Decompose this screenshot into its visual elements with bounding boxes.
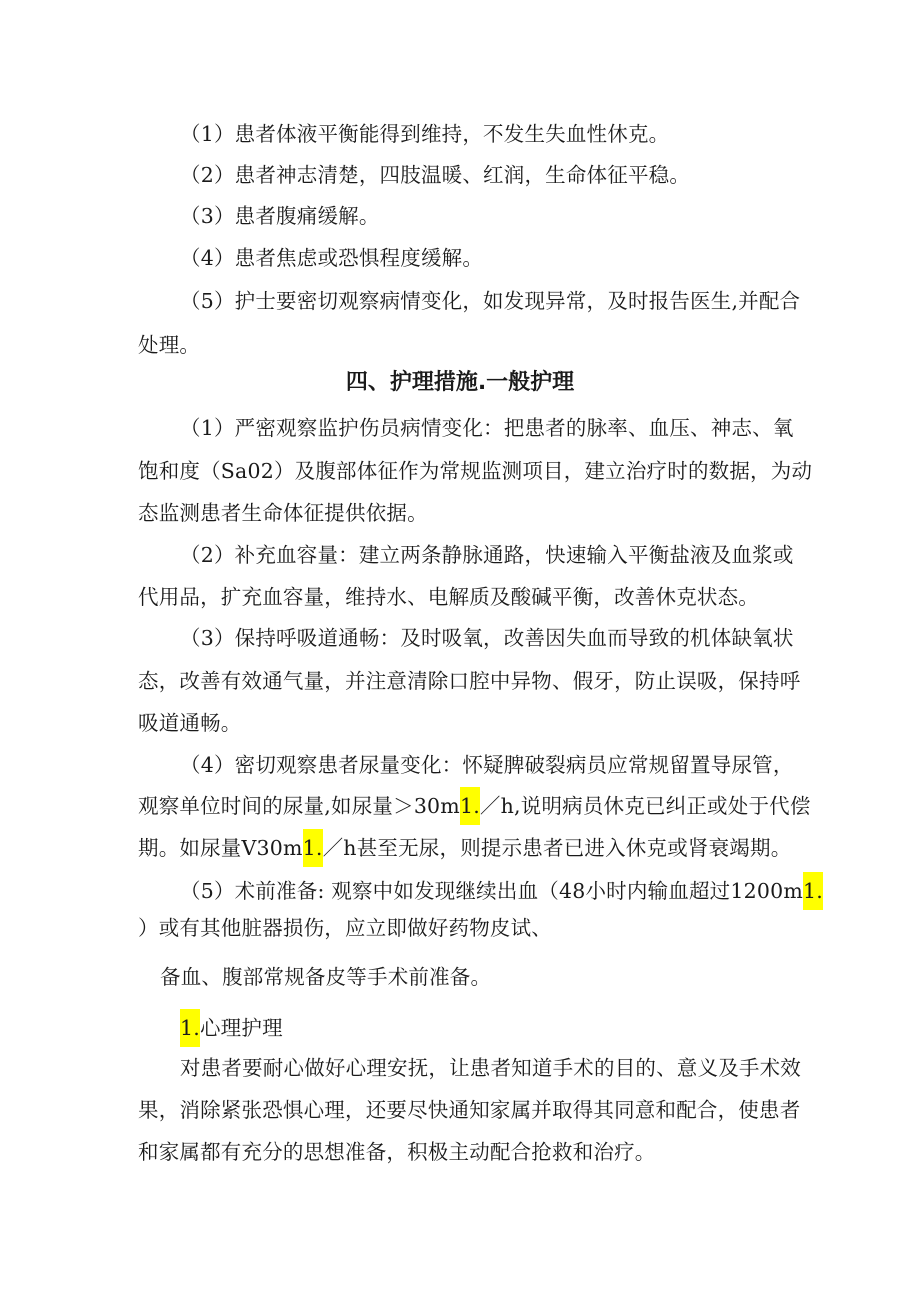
- paragraph-4-line-1: （4）密切观察患者尿量变化：怀疑脾破裂病员应常规留置导尿管，: [180, 753, 794, 777]
- goal-item-3: （3）患者腹痛缓解。: [180, 204, 380, 228]
- paragraph-5-line-1-text: （5）术前准备: 观察中如发现继续出血（48小时内输血超过1200m: [180, 879, 803, 903]
- paragraph-1-line-2: 饱和度（Sa02）及腹部体征作为常规监测项目，建立治疗时的数据，为动: [138, 459, 813, 483]
- highlighted-text: 1.: [460, 787, 480, 825]
- paragraph-5-line-3: 备血、腹部常规备皮等手术前准备。: [160, 965, 492, 989]
- psych-care-line-2: 果，消除紧张恐惧心理，还要尽快通知家属并取得其同意和配合，使患者: [138, 1098, 801, 1122]
- paragraph-4-line-2-text-a: 观察单位时间的尿量,如尿量＞30m: [138, 794, 460, 818]
- highlighted-text: 1.: [803, 872, 823, 910]
- goal-item-5-line-1: （5）护士要密切观察病情变化，如发现异常，及时报告医生,并配合: [180, 289, 801, 313]
- paragraph-5-line-1: [180, 877, 823, 905]
- psych-care-number: 1.: [180, 1009, 200, 1047]
- psych-care-line-3: 和家属都有充分的思想准备，积极主动配合抢救和治疗。: [138, 1140, 656, 1164]
- paragraph-1-line-1: （1）严密观察监护伤员病情变化：把患者的脉率、血压、神志、氧: [180, 416, 794, 440]
- goal-item-1: （1）患者体液平衡能得到维持，不发生失血性休克。: [180, 122, 670, 146]
- paragraph-3-line-2: 态，改善有效通气量，并注意清除口腔中异物、假牙，防止误吸，保持呼: [138, 669, 801, 693]
- paragraph-4-line-3-text-b: ／h甚至无尿，则提示患者已进入休克或肾衰竭期。: [322, 836, 792, 860]
- goal-item-4: （4）患者焦虑或恐惧程度缓解。: [180, 246, 484, 270]
- paragraph-3-line-1: （3）保持呼吸道通畅：及时吸氧，改善因失血而导致的机体缺氧状: [180, 626, 794, 650]
- paragraph-4-line-3-text-a: 期。如尿量V30m: [138, 836, 303, 860]
- psych-care-heading: [180, 1014, 283, 1042]
- psych-care-line-1: 对患者要耐心做好心理安抚，让患者知道手术的目的、意义及手术效: [180, 1056, 801, 1080]
- goal-item-2: （2）患者神志清楚，四肢温暖、红润，生命体征平稳。: [180, 163, 691, 187]
- goal-item-5-line-2: 处理。: [138, 333, 201, 357]
- paragraph-2-line-1: （2）补充血容量：建立两条静脉通路，快速输入平衡盐液及血浆或: [180, 543, 794, 567]
- paragraph-4-line-3: [138, 834, 791, 862]
- paragraph-5-line-2: ）或有其他脏器损伤，应立即做好药物皮试、: [138, 916, 552, 940]
- paragraph-2-line-2: 代用品，扩充血容量，维持水、电解质及酸碱平衡，改善休克状态。: [138, 585, 759, 609]
- section-heading: 四、护理措施.一般护理: [345, 370, 575, 395]
- paragraph-4-line-2: [138, 792, 811, 820]
- paragraph-3-line-3: 吸道通畅。: [138, 711, 242, 735]
- paragraph-1-line-3: 态监测患者生命体征提供依据。: [138, 501, 428, 525]
- psych-care-title: 心理护理: [199, 1016, 283, 1040]
- paragraph-4-line-2-text-b: ／h,说明病员休克已纠正或处于代偿: [479, 794, 811, 818]
- highlighted-text: 1.: [303, 829, 323, 867]
